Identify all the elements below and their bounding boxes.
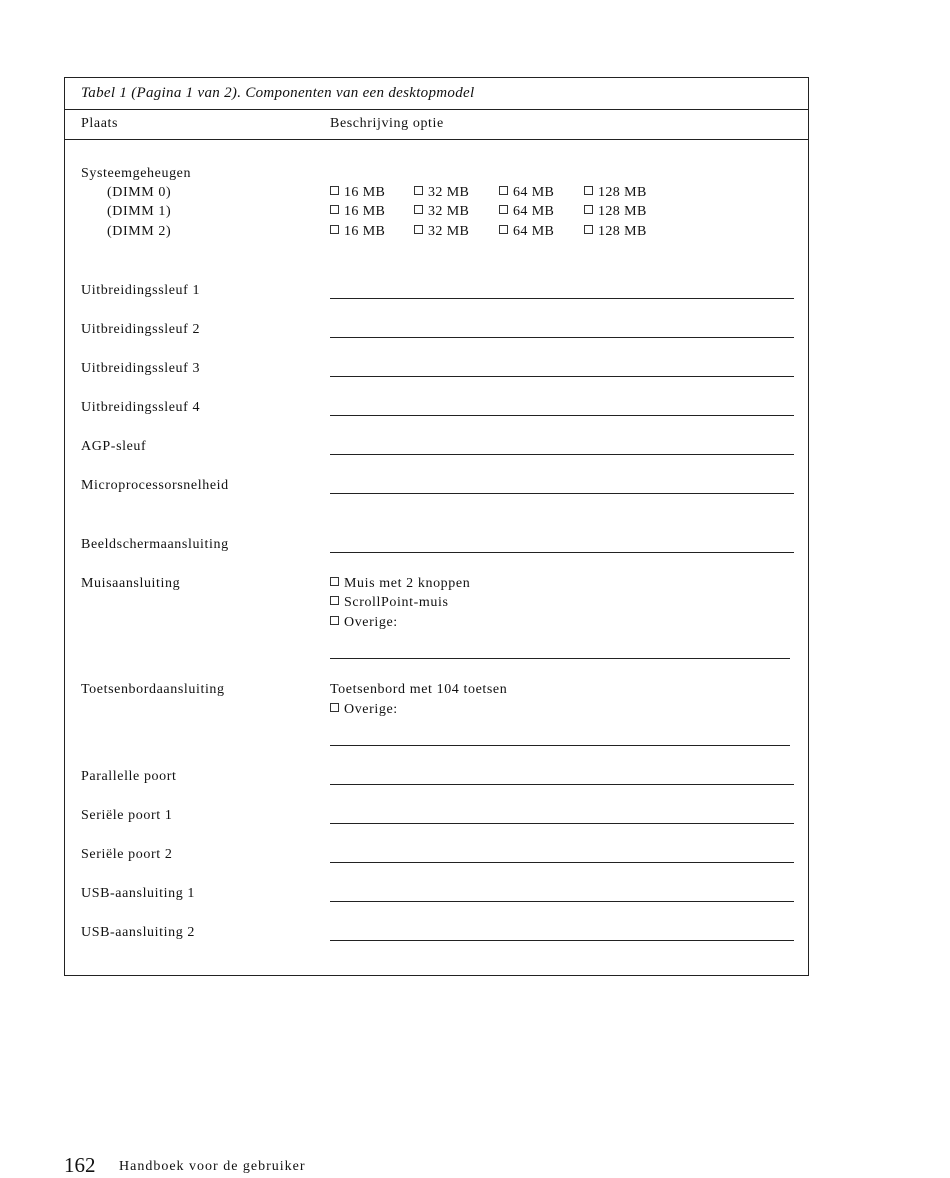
checkbox-icon	[330, 186, 339, 195]
memory-option[interactable]: 128 MB	[584, 185, 647, 201]
usb-connector-2-field[interactable]	[330, 940, 794, 941]
mouse-other-field[interactable]	[330, 658, 790, 659]
mouse-option-2-button[interactable]: Muis met 2 knoppen	[330, 576, 470, 592]
memory-option[interactable]: 16 MB	[330, 185, 385, 201]
mouse-connector-label: Muisaansluiting	[81, 576, 181, 591]
keyboard-option-other[interactable]: Overige:	[330, 702, 398, 718]
display-connector-label: Beeldschermaansluiting	[81, 537, 229, 552]
checkbox-icon	[330, 703, 339, 712]
usb-connector-1-field[interactable]	[330, 901, 794, 902]
expansion-slot-2-label: Uitbreidingssleuf 2	[81, 322, 201, 337]
memory-label: Systeemgeheugen	[81, 166, 192, 181]
cpu-speed-field[interactable]	[330, 493, 794, 494]
checkbox-icon	[584, 186, 593, 195]
expansion-slot-3-field[interactable]	[330, 376, 794, 377]
expansion-slot-4-label: Uitbreidingssleuf 4	[81, 400, 201, 415]
components-table	[64, 77, 809, 976]
checkbox-icon	[414, 186, 423, 195]
column-header-location: Plaats	[81, 116, 119, 131]
parallel-port-label: Parallelle poort	[81, 769, 177, 784]
memory-option[interactable]: 128 MB	[584, 224, 647, 240]
serial-port-2-label: Seriële poort 2	[81, 847, 173, 862]
checkbox-icon	[330, 596, 339, 605]
checkbox-icon	[330, 205, 339, 214]
agp-slot-label: AGP-sleuf	[81, 439, 147, 454]
expansion-slot-1-field[interactable]	[330, 298, 794, 299]
mouse-option-other[interactable]: Overige:	[330, 615, 398, 631]
serial-port-2-field[interactable]	[330, 862, 794, 863]
display-connector-field[interactable]	[330, 552, 794, 553]
agp-slot-field[interactable]	[330, 454, 794, 455]
memory-option[interactable]: 16 MB	[330, 204, 385, 220]
checkbox-icon	[330, 225, 339, 234]
checkbox-icon	[584, 225, 593, 234]
parallel-port-field[interactable]	[330, 784, 794, 785]
checkbox-icon	[414, 225, 423, 234]
dimm-slot-label: (DIMM 1)	[107, 204, 172, 219]
memory-option[interactable]: 64 MB	[499, 204, 554, 220]
checkbox-icon	[499, 225, 508, 234]
checkbox-icon	[584, 205, 593, 214]
usb-connector-1-label: USB-aansluiting 1	[81, 886, 196, 901]
memory-option[interactable]: 64 MB	[499, 185, 554, 201]
memory-option[interactable]: 32 MB	[414, 224, 469, 240]
keyboard-connector-label: Toetsenbordaansluiting	[81, 682, 225, 697]
expansion-slot-4-field[interactable]	[330, 415, 794, 416]
dimm-slot-label: (DIMM 2)	[107, 224, 172, 239]
usb-connector-2-label: USB-aansluiting 2	[81, 925, 196, 940]
page-number: 162	[64, 1153, 96, 1177]
checkbox-icon	[414, 205, 423, 214]
keyboard-default-text: Toetsenbord met 104 toetsen	[330, 682, 508, 697]
column-header-description: Beschrijving optie	[330, 116, 444, 131]
checkbox-icon	[330, 577, 339, 586]
memory-option[interactable]: 32 MB	[414, 204, 469, 220]
table-caption: Tabel 1 (Pagina 1 van 2). Componenten van een desktopmodel	[65, 78, 808, 110]
mouse-option-scrollpoint[interactable]: ScrollPoint-muis	[330, 595, 449, 611]
expansion-slot-2-field[interactable]	[330, 337, 794, 338]
checkbox-icon	[499, 186, 508, 195]
checkbox-icon	[330, 616, 339, 625]
table-header	[65, 110, 808, 140]
serial-port-1-field[interactable]	[330, 823, 794, 824]
running-footer-title: Handboek voor de gebruiker	[119, 1159, 306, 1174]
memory-option[interactable]: 32 MB	[414, 185, 469, 201]
cpu-speed-label: Microprocessorsnelheid	[81, 478, 229, 493]
checkbox-icon	[499, 205, 508, 214]
memory-option[interactable]: 16 MB	[330, 224, 385, 240]
expansion-slot-3-label: Uitbreidingssleuf 3	[81, 361, 201, 376]
serial-port-1-label: Seriële poort 1	[81, 808, 173, 823]
keyboard-other-field[interactable]	[330, 745, 790, 746]
memory-option[interactable]: 64 MB	[499, 224, 554, 240]
expansion-slot-1-label: Uitbreidingssleuf 1	[81, 283, 201, 298]
dimm-slot-label: (DIMM 0)	[107, 185, 172, 200]
memory-option[interactable]: 128 MB	[584, 204, 647, 220]
